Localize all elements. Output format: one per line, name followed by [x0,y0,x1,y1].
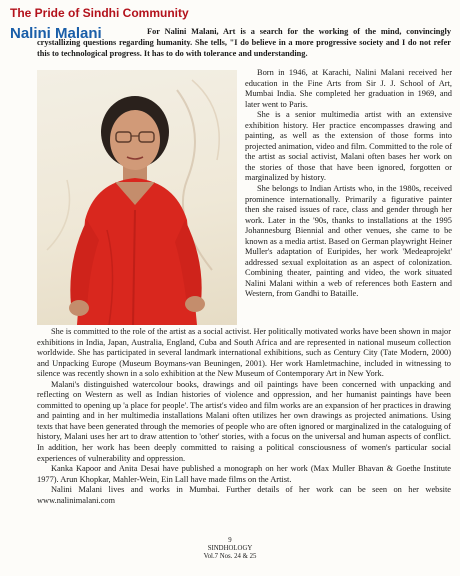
page-number: 9 [228,537,232,544]
issue-info: Vol.7 Nos. 24 & 25 [203,553,257,560]
artist-name-heading: Nalini Malani [10,25,102,42]
page-footer [0,537,460,561]
side-paragraph: Born in 1946, at Karachi, Nalini Malani received her education in the Fine Arts from Sir J. J. School of Art, Mumbai India. She completed her graduation in 1969, and later went to Paris. [245,68,452,109]
artist-portrait-photo [37,70,237,325]
body-paragraph: Nalini Malani lives and works in Mumbai. Further details of her work can be seen on her website www.nalinimalani.com [37,485,451,505]
publication-name: SINDHOLOGY [207,545,253,552]
body-paragraph: She is committed to the role of the artist as a social activist. Her politically motivated works have been shown in major exhibitions in India, Japan, Australia, England, Cuba and South Africa and are represented in national museum collection worldwide. She has participated in several landmark international exhibitions, such as Century City (Tate Modern, 2000) and Unpacking Europe (Museum Boymans-van Beuningen, 2001). Her work Hamletmachine, included in witnessing to silence was recently shown in a solo exhibition at the New Museum of Contemporary Art in New York. [37,327,451,379]
article-intro: For Nalini Malani, Art is a search for the working of the mind, convincingly crystallizing questions regarding humanity. She tells, "I do believe in a more progressive society and I do not refer this to technological progress. It has to do with tolerance and understanding. [37,27,451,58]
section-title: The Pride of Sindhi Community [10,6,189,20]
side-paragraph: She belongs to Indian Artists who, in the 1980s, received prominence internationally. Primarily a figurative painter then she raised issues of race, class and gender through her work. Later in the '90s, thanks to installations at the 1995 Johannesburg Biennial and other venues, she came to be known as a media artist. Based on German playwright Heiner Muller's adaptation of Euripides, her work 'Medeaprojekt' addressed sexual exploitation as an aspect of colonization. Combining theater, painting and video, the work situated Nalini Malani within a web of references both Eastern and Western, from Gandhi to Bataille. [245,184,452,299]
body-paragraph: Malani's distinguished watercolour books, drawings and oil paintings have been concerned with unpacking and reflecting on Western as well as Indian histories of violence and oppression, and her humanist paintings have been committed to opening up 'a place for people'. The artist's video and film works are an expansion of her practices in drawing and painting and in her multimedia installations Malani often utilizes her own drawings as projected animations. Using texts that have been generated through the memories of people who are often ignored or marginalized in the cataloguing of history, Malani uses her art to draw attention to 'other' stories, with a focus on the universal and human aspects of conflict. In addition, her work has been deeply committed to raising a political consciousness of women's particular social experiences of vulnerability and oppression. [37,379,451,463]
side-paragraph: She is a senior multimedia artist with an extensive exhibition history. Her practice encompasses drawing and painting, as well as the extension of those forms into projected animation, video and film. Committed to the role of the artist as social activist, Malani often bases her work on the stories of those that have been ignored, forgotten or marginalized by history. [245,110,452,183]
full-width-text [37,327,451,506]
side-column-text [245,68,452,300]
body-paragraph: Kanka Kapoor and Anita Desai have published a monograph on her work (Max Muller Bhavan & Goethe Institute 1977). Arun Khopkar, Mahler-Wein, Ein Lall have made films on the Artist. [37,464,451,484]
